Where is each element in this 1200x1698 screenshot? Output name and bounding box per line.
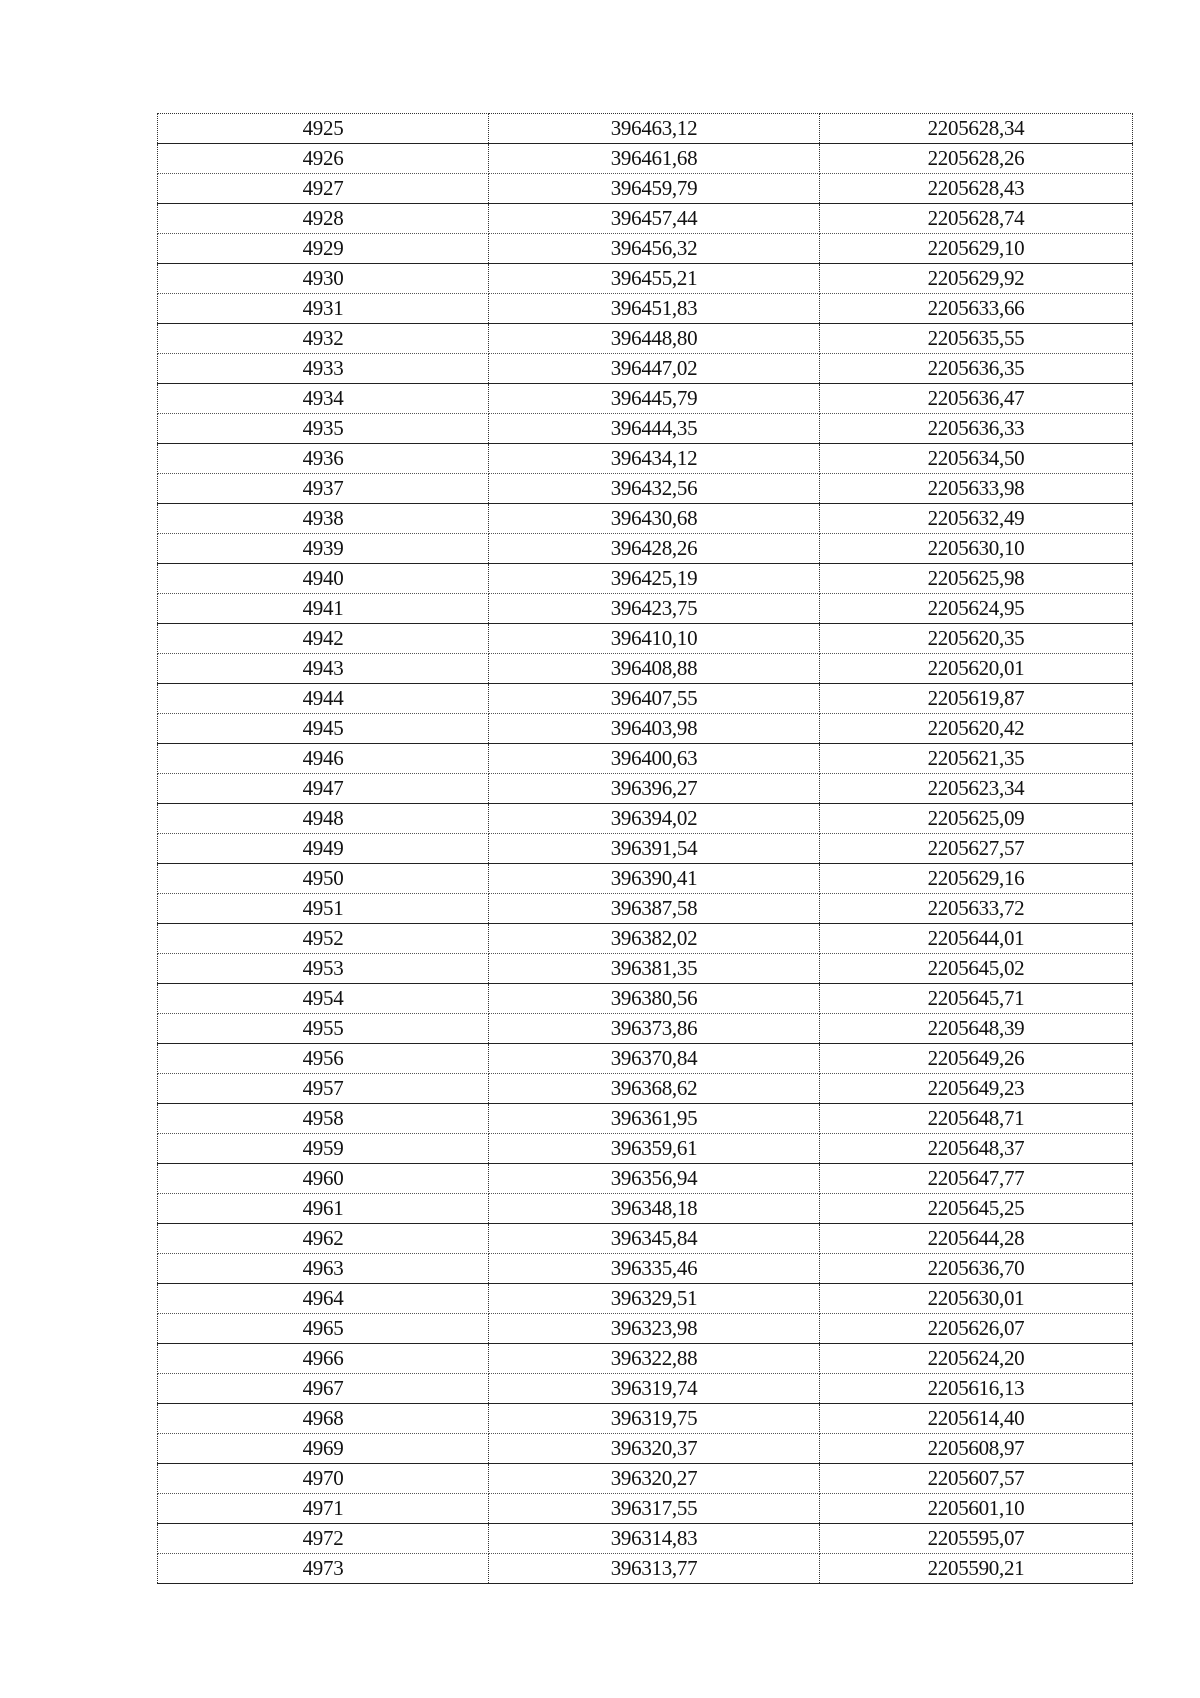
x-coordinate-cell: 396319,75 xyxy=(489,1404,820,1434)
x-coordinate-cell: 396445,79 xyxy=(489,384,820,414)
point-number-cell: 4926 xyxy=(158,144,489,174)
y-coordinate-cell: 2205626,07 xyxy=(820,1314,1133,1344)
point-number-cell: 4942 xyxy=(158,624,489,654)
x-coordinate-cell: 396382,02 xyxy=(489,924,820,954)
x-coordinate-cell: 396319,74 xyxy=(489,1374,820,1404)
y-coordinate-cell: 2205636,47 xyxy=(820,384,1133,414)
y-coordinate-cell: 2205633,98 xyxy=(820,474,1133,504)
x-coordinate-cell: 396373,86 xyxy=(489,1014,820,1044)
table-row xyxy=(158,1224,1133,1254)
point-number-cell: 4932 xyxy=(158,324,489,354)
table-row xyxy=(158,1014,1133,1044)
table-row xyxy=(158,114,1133,144)
y-coordinate-cell: 2205634,50 xyxy=(820,444,1133,474)
x-coordinate-cell: 396463,12 xyxy=(489,114,820,144)
table-row xyxy=(158,1374,1133,1404)
x-coordinate-cell: 396459,79 xyxy=(489,174,820,204)
y-coordinate-cell: 2205616,13 xyxy=(820,1374,1133,1404)
table-row xyxy=(158,1164,1133,1194)
table-row xyxy=(158,1044,1133,1074)
table-row xyxy=(158,804,1133,834)
x-coordinate-cell: 396455,21 xyxy=(489,264,820,294)
y-coordinate-cell: 2205649,23 xyxy=(820,1074,1133,1104)
table-row xyxy=(158,264,1133,294)
table-row xyxy=(158,534,1133,564)
point-number-cell: 4925 xyxy=(158,114,489,144)
x-coordinate-cell: 396314,83 xyxy=(489,1524,820,1554)
x-coordinate-cell: 396394,02 xyxy=(489,804,820,834)
y-coordinate-cell: 2205629,10 xyxy=(820,234,1133,264)
y-coordinate-cell: 2205636,35 xyxy=(820,354,1133,384)
point-number-cell: 4939 xyxy=(158,534,489,564)
point-number-cell: 4928 xyxy=(158,204,489,234)
table-row xyxy=(158,174,1133,204)
point-number-cell: 4958 xyxy=(158,1104,489,1134)
table-row xyxy=(158,324,1133,354)
y-coordinate-cell: 2205628,26 xyxy=(820,144,1133,174)
y-coordinate-cell: 2205644,28 xyxy=(820,1224,1133,1254)
table-row xyxy=(158,1284,1133,1314)
point-number-cell: 4944 xyxy=(158,684,489,714)
y-coordinate-cell: 2205636,70 xyxy=(820,1254,1133,1284)
x-coordinate-cell: 396430,68 xyxy=(489,504,820,534)
table-row xyxy=(158,864,1133,894)
point-number-cell: 4927 xyxy=(158,174,489,204)
coordinates-table xyxy=(157,113,1133,1584)
point-number-cell: 4949 xyxy=(158,834,489,864)
point-number-cell: 4947 xyxy=(158,774,489,804)
x-coordinate-cell: 396400,63 xyxy=(489,744,820,774)
x-coordinate-cell: 396368,62 xyxy=(489,1074,820,1104)
x-coordinate-cell: 396390,41 xyxy=(489,864,820,894)
table-row xyxy=(158,1104,1133,1134)
x-coordinate-cell: 396313,77 xyxy=(489,1554,820,1584)
y-coordinate-cell: 2205625,09 xyxy=(820,804,1133,834)
point-number-cell: 4969 xyxy=(158,1434,489,1464)
x-coordinate-cell: 396403,98 xyxy=(489,714,820,744)
y-coordinate-cell: 2205623,34 xyxy=(820,774,1133,804)
y-coordinate-cell: 2205627,57 xyxy=(820,834,1133,864)
table-row xyxy=(158,1404,1133,1434)
y-coordinate-cell: 2205632,49 xyxy=(820,504,1133,534)
x-coordinate-cell: 396447,02 xyxy=(489,354,820,384)
point-number-cell: 4963 xyxy=(158,1254,489,1284)
table-row xyxy=(158,924,1133,954)
x-coordinate-cell: 396370,84 xyxy=(489,1044,820,1074)
x-coordinate-cell: 396425,19 xyxy=(489,564,820,594)
y-coordinate-cell: 2205614,40 xyxy=(820,1404,1133,1434)
table-row xyxy=(158,714,1133,744)
table-row xyxy=(158,1524,1133,1554)
x-coordinate-cell: 396457,44 xyxy=(489,204,820,234)
point-number-cell: 4965 xyxy=(158,1314,489,1344)
point-number-cell: 4972 xyxy=(158,1524,489,1554)
table-row xyxy=(158,744,1133,774)
point-number-cell: 4934 xyxy=(158,384,489,414)
x-coordinate-cell: 396434,12 xyxy=(489,444,820,474)
x-coordinate-cell: 396396,27 xyxy=(489,774,820,804)
x-coordinate-cell: 396410,10 xyxy=(489,624,820,654)
table-row xyxy=(158,954,1133,984)
table-row xyxy=(158,1554,1133,1584)
y-coordinate-cell: 2205645,71 xyxy=(820,984,1133,1014)
point-number-cell: 4967 xyxy=(158,1374,489,1404)
point-number-cell: 4945 xyxy=(158,714,489,744)
y-coordinate-cell: 2205630,10 xyxy=(820,534,1133,564)
table-row xyxy=(158,474,1133,504)
table-row xyxy=(158,1434,1133,1464)
point-number-cell: 4968 xyxy=(158,1404,489,1434)
y-coordinate-cell: 2205628,74 xyxy=(820,204,1133,234)
point-number-cell: 4971 xyxy=(158,1494,489,1524)
x-coordinate-cell: 396380,56 xyxy=(489,984,820,1014)
point-number-cell: 4959 xyxy=(158,1134,489,1164)
y-coordinate-cell: 2205647,77 xyxy=(820,1164,1133,1194)
y-coordinate-cell: 2205649,26 xyxy=(820,1044,1133,1074)
point-number-cell: 4935 xyxy=(158,414,489,444)
x-coordinate-cell: 396423,75 xyxy=(489,594,820,624)
y-coordinate-cell: 2205628,43 xyxy=(820,174,1133,204)
y-coordinate-cell: 2205633,72 xyxy=(820,894,1133,924)
y-coordinate-cell: 2205608,97 xyxy=(820,1434,1133,1464)
x-coordinate-cell: 396407,55 xyxy=(489,684,820,714)
point-number-cell: 4953 xyxy=(158,954,489,984)
point-number-cell: 4964 xyxy=(158,1284,489,1314)
y-coordinate-cell: 2205621,35 xyxy=(820,744,1133,774)
table-row xyxy=(158,1344,1133,1374)
point-number-cell: 4960 xyxy=(158,1164,489,1194)
y-coordinate-cell: 2205629,16 xyxy=(820,864,1133,894)
point-number-cell: 4938 xyxy=(158,504,489,534)
table-row xyxy=(158,624,1133,654)
point-number-cell: 4955 xyxy=(158,1014,489,1044)
x-coordinate-cell: 396320,37 xyxy=(489,1434,820,1464)
y-coordinate-cell: 2205636,33 xyxy=(820,414,1133,444)
y-coordinate-cell: 2205629,92 xyxy=(820,264,1133,294)
x-coordinate-cell: 396461,68 xyxy=(489,144,820,174)
x-coordinate-cell: 396335,46 xyxy=(489,1254,820,1284)
table-row xyxy=(158,564,1133,594)
table-row xyxy=(158,504,1133,534)
y-coordinate-cell: 2205620,35 xyxy=(820,624,1133,654)
x-coordinate-cell: 396356,94 xyxy=(489,1164,820,1194)
point-number-cell: 4929 xyxy=(158,234,489,264)
x-coordinate-cell: 396432,56 xyxy=(489,474,820,504)
y-coordinate-cell: 2205635,55 xyxy=(820,324,1133,354)
x-coordinate-cell: 396451,83 xyxy=(489,294,820,324)
point-number-cell: 4957 xyxy=(158,1074,489,1104)
point-number-cell: 4970 xyxy=(158,1464,489,1494)
table-row xyxy=(158,1254,1133,1284)
x-coordinate-cell: 396361,95 xyxy=(489,1104,820,1134)
table-row xyxy=(158,1134,1133,1164)
y-coordinate-cell: 2205644,01 xyxy=(820,924,1133,954)
x-coordinate-cell: 396428,26 xyxy=(489,534,820,564)
table-row xyxy=(158,774,1133,804)
point-number-cell: 4966 xyxy=(158,1344,489,1374)
table-row xyxy=(158,444,1133,474)
coordinates-table-body xyxy=(158,114,1133,1584)
y-coordinate-cell: 2205607,57 xyxy=(820,1464,1133,1494)
point-number-cell: 4933 xyxy=(158,354,489,384)
table-row xyxy=(158,654,1133,684)
x-coordinate-cell: 396391,54 xyxy=(489,834,820,864)
y-coordinate-cell: 2205620,42 xyxy=(820,714,1133,744)
x-coordinate-cell: 396408,88 xyxy=(489,654,820,684)
y-coordinate-cell: 2205648,37 xyxy=(820,1134,1133,1164)
table-row xyxy=(158,354,1133,384)
y-coordinate-cell: 2205648,71 xyxy=(820,1104,1133,1134)
table-row xyxy=(158,144,1133,174)
point-number-cell: 4961 xyxy=(158,1194,489,1224)
y-coordinate-cell: 2205624,20 xyxy=(820,1344,1133,1374)
point-number-cell: 4930 xyxy=(158,264,489,294)
point-number-cell: 4941 xyxy=(158,594,489,624)
x-coordinate-cell: 396320,27 xyxy=(489,1464,820,1494)
y-coordinate-cell: 2205590,21 xyxy=(820,1554,1133,1584)
x-coordinate-cell: 396381,35 xyxy=(489,954,820,984)
y-coordinate-cell: 2205630,01 xyxy=(820,1284,1133,1314)
point-number-cell: 4946 xyxy=(158,744,489,774)
x-coordinate-cell: 396345,84 xyxy=(489,1224,820,1254)
table-row xyxy=(158,594,1133,624)
x-coordinate-cell: 396387,58 xyxy=(489,894,820,924)
point-number-cell: 4931 xyxy=(158,294,489,324)
y-coordinate-cell: 2205645,25 xyxy=(820,1194,1133,1224)
table-row xyxy=(158,204,1133,234)
table-row xyxy=(158,1494,1133,1524)
point-number-cell: 4937 xyxy=(158,474,489,504)
x-coordinate-cell: 396322,88 xyxy=(489,1344,820,1374)
y-coordinate-cell: 2205648,39 xyxy=(820,1014,1133,1044)
point-number-cell: 4962 xyxy=(158,1224,489,1254)
table-row xyxy=(158,234,1133,264)
table-row xyxy=(158,414,1133,444)
y-coordinate-cell: 2205620,01 xyxy=(820,654,1133,684)
x-coordinate-cell: 396444,35 xyxy=(489,414,820,444)
point-number-cell: 4954 xyxy=(158,984,489,1014)
table-row xyxy=(158,1464,1133,1494)
table-row xyxy=(158,894,1133,924)
point-number-cell: 4951 xyxy=(158,894,489,924)
y-coordinate-cell: 2205595,07 xyxy=(820,1524,1133,1554)
table-row xyxy=(158,294,1133,324)
table-row xyxy=(158,984,1133,1014)
point-number-cell: 4950 xyxy=(158,864,489,894)
point-number-cell: 4952 xyxy=(158,924,489,954)
y-coordinate-cell: 2205619,87 xyxy=(820,684,1133,714)
y-coordinate-cell: 2205624,95 xyxy=(820,594,1133,624)
table-row xyxy=(158,384,1133,414)
table-row xyxy=(158,684,1133,714)
table-row xyxy=(158,1194,1133,1224)
y-coordinate-cell: 2205633,66 xyxy=(820,294,1133,324)
point-number-cell: 4940 xyxy=(158,564,489,594)
point-number-cell: 4948 xyxy=(158,804,489,834)
point-number-cell: 4956 xyxy=(158,1044,489,1074)
y-coordinate-cell: 2205601,10 xyxy=(820,1494,1133,1524)
table-row xyxy=(158,1074,1133,1104)
table-row xyxy=(158,1314,1133,1344)
x-coordinate-cell: 396329,51 xyxy=(489,1284,820,1314)
x-coordinate-cell: 396448,80 xyxy=(489,324,820,354)
table-row xyxy=(158,834,1133,864)
point-number-cell: 4973 xyxy=(158,1554,489,1584)
x-coordinate-cell: 396348,18 xyxy=(489,1194,820,1224)
x-coordinate-cell: 396359,61 xyxy=(489,1134,820,1164)
y-coordinate-cell: 2205625,98 xyxy=(820,564,1133,594)
x-coordinate-cell: 396317,55 xyxy=(489,1494,820,1524)
x-coordinate-cell: 396323,98 xyxy=(489,1314,820,1344)
point-number-cell: 4936 xyxy=(158,444,489,474)
y-coordinate-cell: 2205628,34 xyxy=(820,114,1133,144)
y-coordinate-cell: 2205645,02 xyxy=(820,954,1133,984)
point-number-cell: 4943 xyxy=(158,654,489,684)
x-coordinate-cell: 396456,32 xyxy=(489,234,820,264)
